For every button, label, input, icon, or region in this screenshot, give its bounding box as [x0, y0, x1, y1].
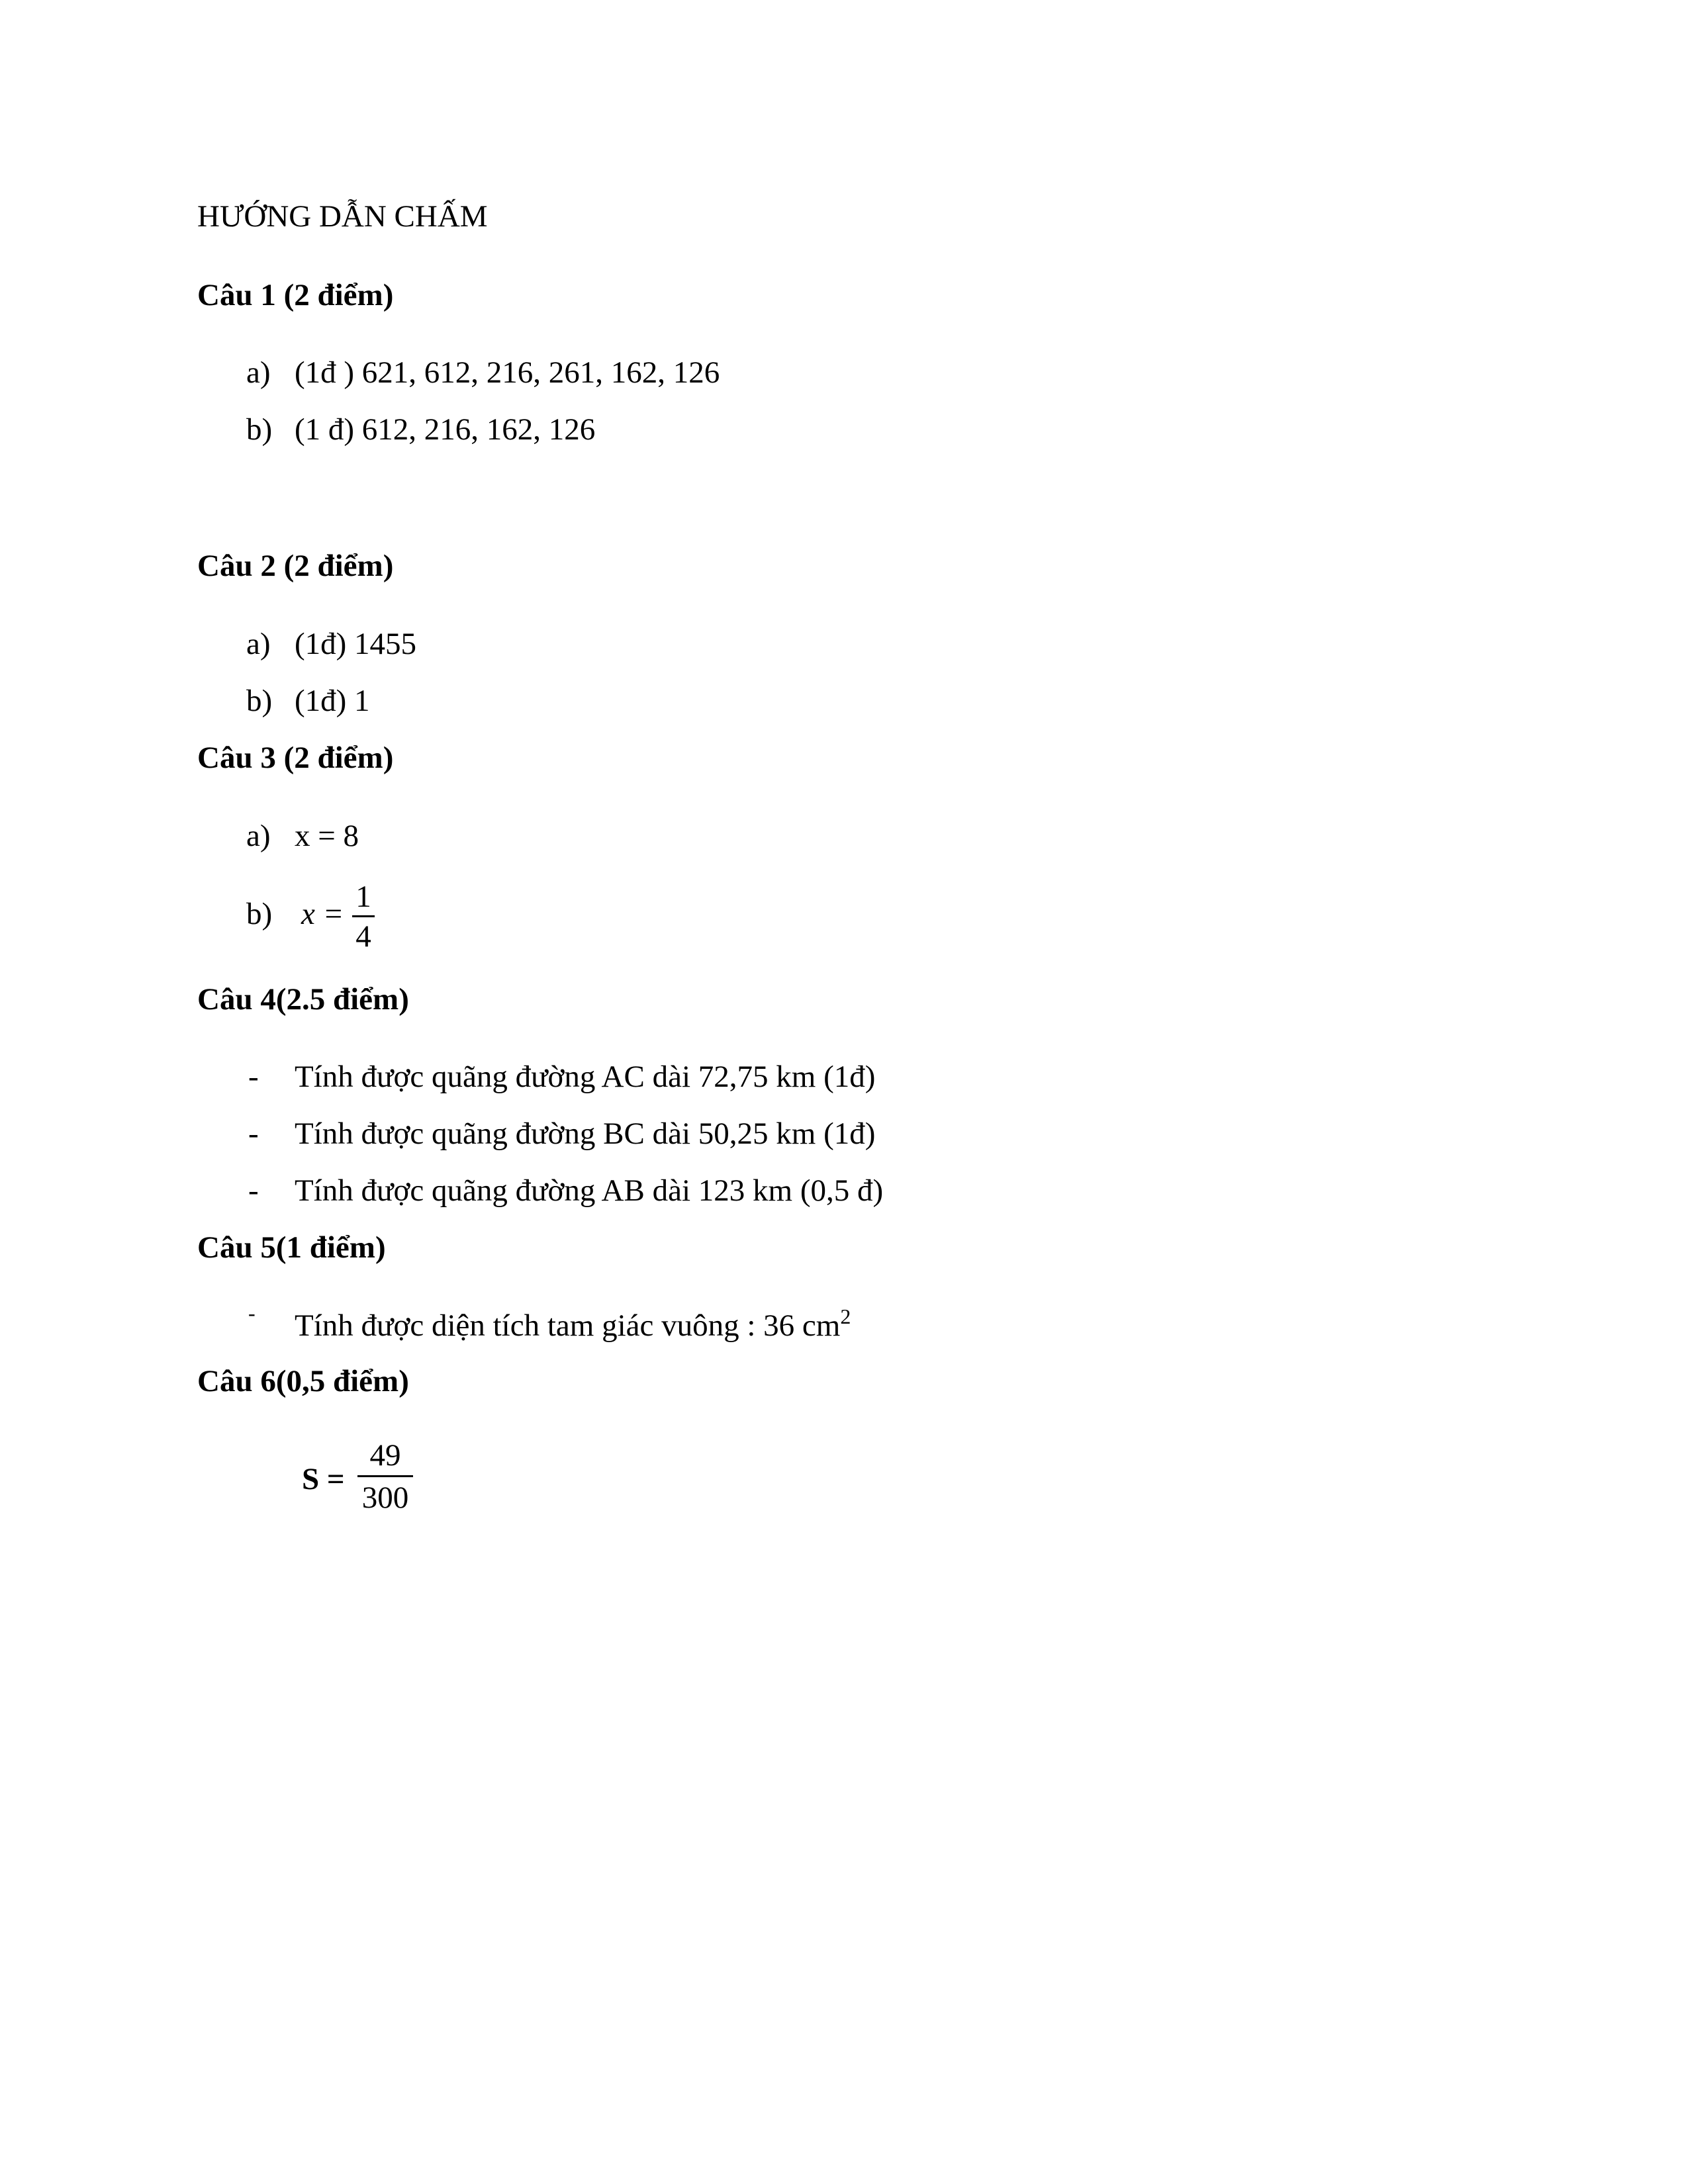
q3-item-b-fraction: [352, 882, 375, 952]
q5-item-1-superscript: 2: [840, 1304, 851, 1328]
q6-fraction-denominator: 300: [361, 1480, 409, 1515]
q5-item-1-marker: -: [248, 1301, 256, 1325]
q6-lhs: S =: [302, 1462, 345, 1496]
q4-item-1-marker: -: [248, 1060, 259, 1094]
q3-fraction-numerator: 1: [355, 880, 371, 914]
q1-item-a-text: (1đ ) 621, 612, 216, 261, 162, 126: [295, 355, 720, 390]
q1-item-b-marker: b): [246, 412, 273, 447]
q3-heading: Câu 3 (2 điểm): [197, 741, 394, 775]
q6-fraction: [357, 1440, 413, 1514]
q6-heading: Câu 6(0,5 điểm): [197, 1364, 409, 1398]
q5-heading: Câu 5(1 điểm): [197, 1230, 386, 1265]
page-title: HƯỚNG DẪN CHẤM: [197, 199, 488, 234]
q1-item-b-text: (1 đ) 612, 216, 162, 126: [295, 412, 596, 447]
q5-item-1-main: Tính được diện tích tam giác vuông : 36 cm: [295, 1308, 841, 1343]
q4-item-2-text: Tính được quãng đường BC dài 50,25 km (1đ): [295, 1116, 876, 1151]
q2-item-b-marker: b): [246, 684, 273, 718]
q4-item-2-marker: -: [248, 1116, 259, 1151]
q1-heading: Câu 1 (2 điểm): [197, 278, 394, 312]
q1-item-a-marker: a): [246, 355, 271, 390]
q6-fraction-numerator: 49: [369, 1438, 401, 1473]
q3-item-b-lhs: x =: [301, 897, 344, 931]
q3-item-a-text: x = 8: [295, 819, 359, 853]
q2-heading: Câu 2 (2 điểm): [197, 549, 394, 583]
q3-fraction-denominator: 4: [355, 919, 371, 954]
q4-item-3-text: Tính được quãng đường AB dài 123 km (0,5 đ): [295, 1173, 884, 1208]
q2-item-a-text: (1đ) 1455: [295, 627, 417, 661]
q2-item-a-marker: a): [246, 627, 271, 661]
q3-item-b-marker: b): [246, 897, 273, 931]
q3-fraction-bar: [352, 915, 375, 917]
q2-item-b-text: (1đ) 1: [295, 684, 370, 718]
q3-item-a-marker: a): [246, 819, 271, 853]
q4-heading: Câu 4(2.5 điểm): [197, 982, 409, 1017]
q4-item-1-text: Tính được quãng đường AC dài 72,75 km (1đ): [295, 1060, 876, 1094]
q4-item-3-marker: -: [248, 1173, 259, 1208]
q6-fraction-bar: [357, 1475, 413, 1477]
q5-item-1-text: [295, 1304, 851, 1343]
